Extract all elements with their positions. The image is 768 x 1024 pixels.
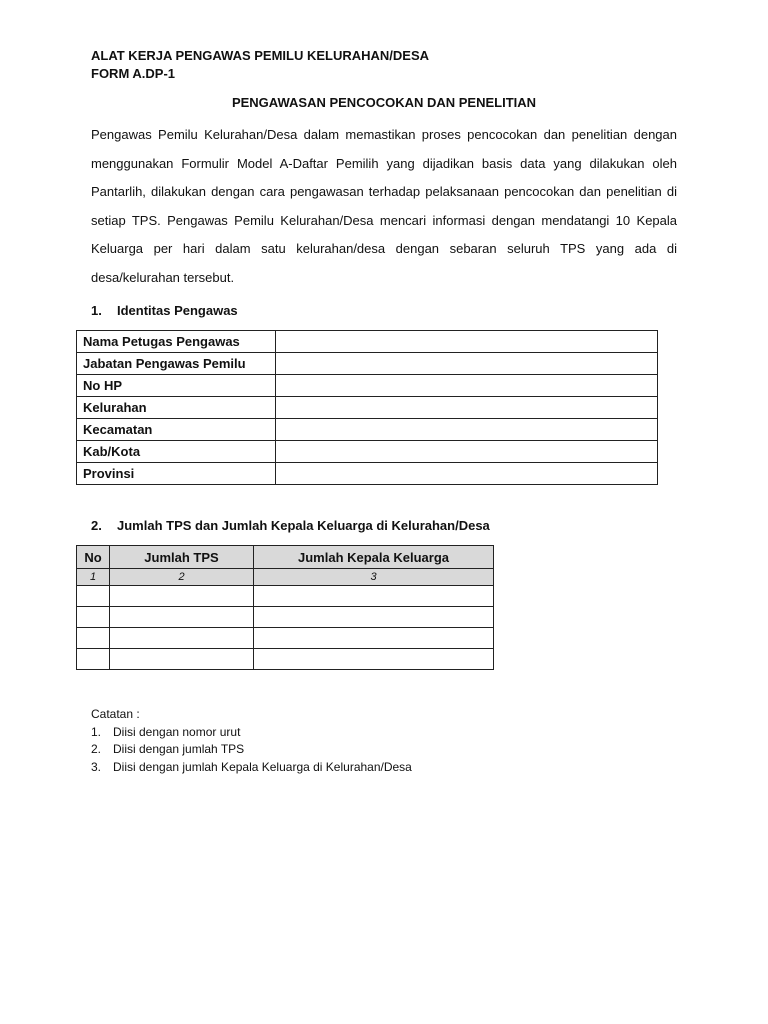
table-row	[77, 649, 494, 670]
note-text: Diisi dengan nomor urut	[113, 724, 241, 739]
table-row	[77, 463, 658, 485]
identity-value-cell[interactable]	[276, 419, 658, 441]
table-row	[77, 586, 494, 607]
note-item	[91, 741, 412, 759]
identity-label: Kab/Kota	[77, 441, 276, 463]
identity-label: Nama Petugas Pengawas	[77, 331, 276, 353]
table-cell[interactable]	[254, 607, 494, 628]
section-2-number: 2.	[91, 518, 102, 533]
column-index: 3	[254, 569, 494, 586]
note-number: 2.	[91, 742, 102, 756]
identity-label: Kelurahan	[77, 397, 276, 419]
identity-value-cell[interactable]	[276, 397, 658, 419]
section-1-heading	[91, 303, 238, 318]
section-2-title: Jumlah TPS dan Jumlah Kepala Keluarga di Kelurahan/Desa	[117, 518, 490, 533]
identity-value-cell[interactable]	[276, 441, 658, 463]
note-text: Diisi dengan jumlah TPS	[113, 742, 245, 756]
note-text: Diisi dengan jumlah Kepala Keluarga di Kelurahan/Desa	[113, 759, 412, 774]
table-cell[interactable]	[77, 628, 110, 649]
notes-section	[91, 706, 412, 776]
table-row	[77, 353, 658, 375]
table-row	[77, 419, 658, 441]
table-cell[interactable]	[110, 628, 254, 649]
section-2-heading	[91, 518, 490, 533]
column-index: 1	[77, 569, 110, 586]
table-row	[77, 375, 658, 397]
table-cell[interactable]	[110, 607, 254, 628]
table-cell[interactable]	[110, 649, 254, 670]
identity-label: Jabatan Pengawas Pemilu	[77, 353, 276, 375]
identity-label: No HP	[77, 375, 276, 397]
identity-value-cell[interactable]	[276, 353, 658, 375]
identity-value-cell[interactable]	[276, 463, 658, 485]
identity-table	[76, 330, 658, 485]
identity-value-cell[interactable]	[276, 331, 658, 353]
note-item	[91, 724, 412, 742]
note-number: 3.	[91, 759, 102, 774]
table-row	[77, 397, 658, 419]
column-index-row	[77, 569, 494, 586]
identity-label: Kecamatan	[77, 419, 276, 441]
column-index: 2	[110, 569, 254, 586]
column-header-jumlah-kk: Jumlah Kepala Keluarga	[254, 546, 494, 569]
document-title: PENGAWASAN PENCOCOKAN DAN PENELITIAN	[231, 95, 537, 110]
notes-title: Catatan :	[91, 707, 140, 721]
intro-paragraph: Pengawas Pemilu Kelurahan/Desa dalam memastikan proses pencocokan dan penelitian dengan menggunakan Formulir Model A-Daftar Pemilih yang dijadikan basis data yang dilakukan oleh Pantarlih, dilakukan dengan cara pengawasan terhadap pelaksanaan pencocokan dan penelitian di setiap TPS. Pengawas Pemilu Kelurahan/Desa mencari informasi dengan mendatangi 10 Kepala Keluarga per hari dalam satu kelurahan/desa dengan sebaran seluruh TPS yang ada di desa/kelurahan tersebut.	[91, 127, 677, 285]
note-number: 1.	[91, 724, 102, 739]
table-cell[interactable]	[254, 586, 494, 607]
table-cell[interactable]	[110, 586, 254, 607]
table-cell[interactable]	[77, 607, 110, 628]
table-row	[77, 441, 658, 463]
tps-table	[76, 545, 494, 670]
header-line-1: ALAT KERJA PENGAWAS PEMILU KELURAHAN/DESA	[91, 48, 430, 63]
table-cell[interactable]	[254, 628, 494, 649]
identity-label: Provinsi	[77, 463, 276, 485]
section-1-number: 1.	[91, 303, 102, 318]
section-1-title: Identitas Pengawas	[117, 303, 238, 318]
table-cell[interactable]	[77, 586, 110, 607]
header-line-2: FORM A.DP-1	[91, 66, 176, 81]
table-row	[77, 331, 658, 353]
table-row	[77, 628, 494, 649]
table-header-row	[77, 546, 494, 569]
table-cell[interactable]	[254, 649, 494, 670]
identity-value-cell[interactable]	[276, 375, 658, 397]
table-row	[77, 607, 494, 628]
note-item	[91, 759, 412, 777]
table-cell[interactable]	[77, 649, 110, 670]
column-header-jumlah-tps: Jumlah TPS	[110, 546, 254, 569]
column-header-no: No	[77, 546, 110, 569]
